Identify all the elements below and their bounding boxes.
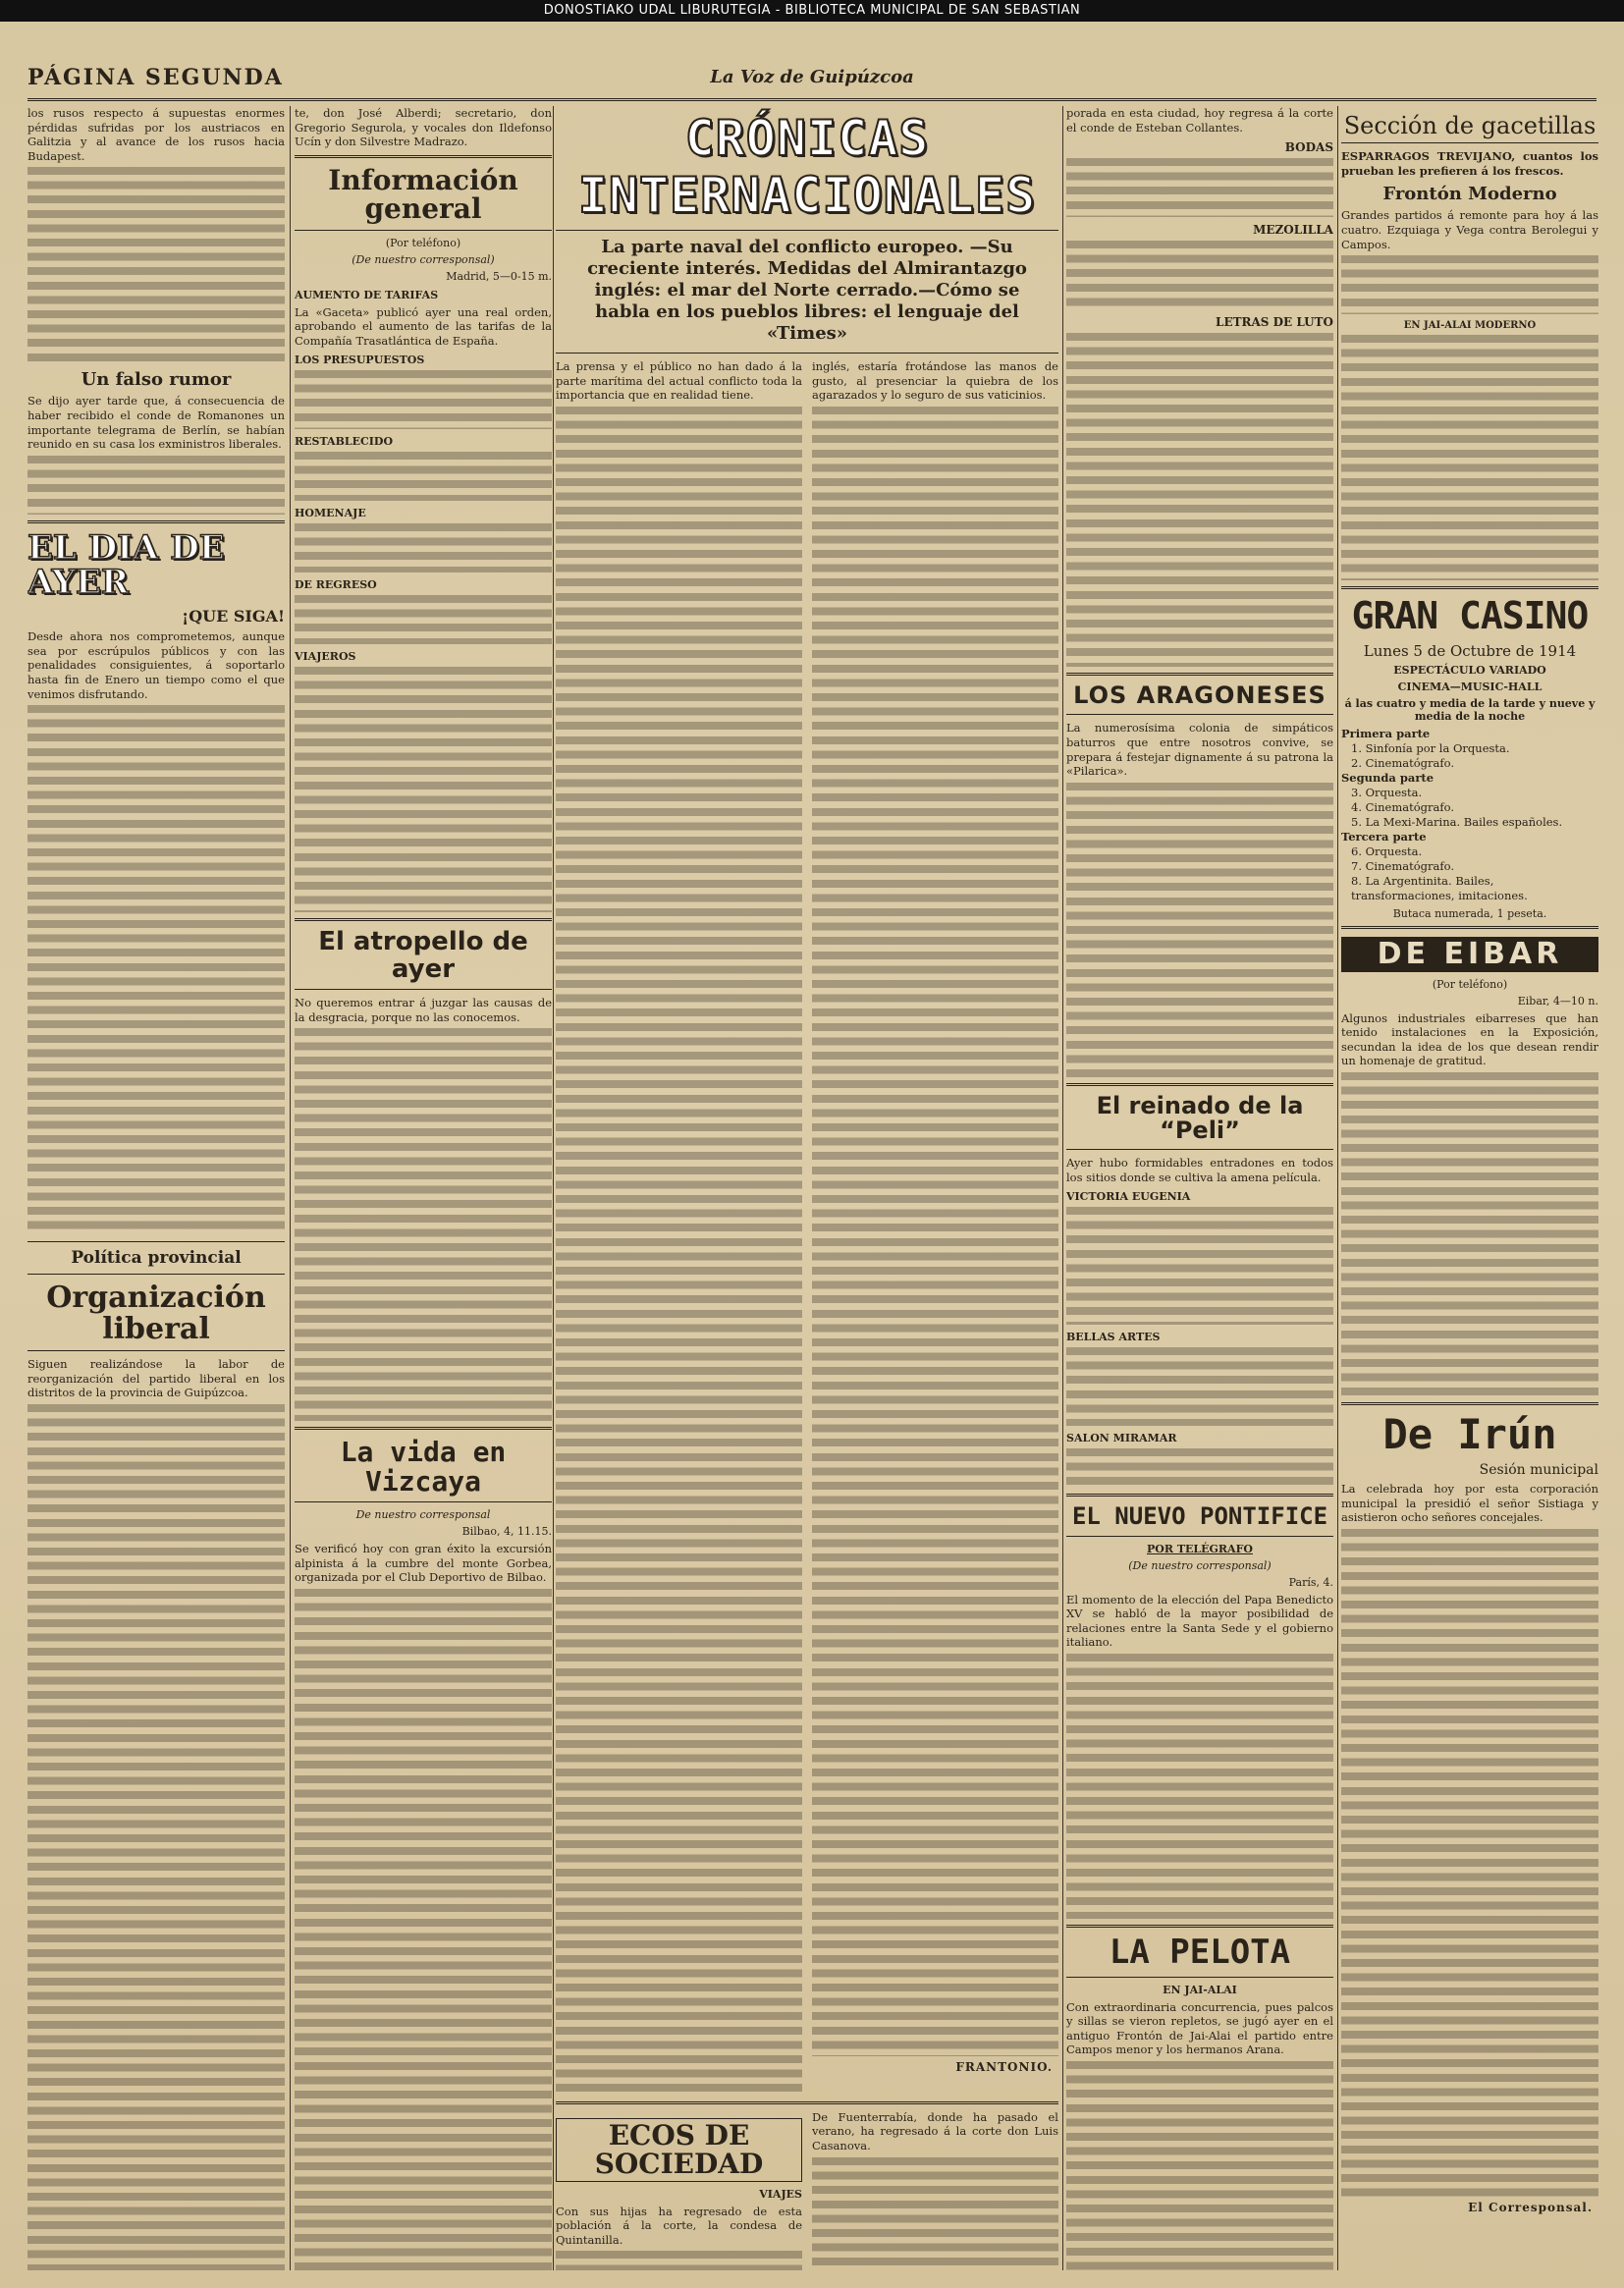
divider [295,1427,552,1430]
dateline: Bilbao, 4, 11.15. [461,1524,552,1538]
divider [1066,714,1333,715]
program-item: 4. Cinematógrafo. [1351,800,1454,815]
article-text: Siguen realizándose la labor de reorganización del partido liberal en los distritos de la provincia de Guipúzcoa. [27,1357,285,1400]
divider [1066,673,1333,676]
program-item: 3. Orquesta. [1351,786,1423,800]
text-lines [1066,783,1333,1077]
text-lines [27,1404,285,2270]
article-text: Desde ahora nos comprometemos, aunque sea por escrúpulos públicos y con las penalidades consiguientes, á soportarlo hasta fin de Enero un tiempo como el que venimos disfrutando. [27,629,285,701]
divider [27,1241,285,1242]
headline-gacetillas: Sección de gacetillas [1341,114,1598,143]
column-rule [1337,106,1338,2270]
signature: El Corresponsal. [1468,2200,1593,2214]
program-item: 5. La Mexi-Marina. Bailes españoles. [1351,815,1563,830]
section-label: SALON MIRAMAR [1066,1432,1177,1445]
divider [1341,586,1598,589]
program-part-title: Segunda parte [1341,771,1435,786]
cronicas-column-left [556,359,802,2096]
divider [1341,926,1598,929]
headline-informacion-general: Información general [328,163,518,226]
article-text: Algunos industriales eibarreses que han tenido instalaciones en la Exposición, secundan la idea de los que desean rendir un homenaje de gratitud. [1341,1010,1598,1068]
column-1 [27,106,285,2270]
byline: POR TELÉGRAFO [1147,1542,1253,1555]
headline-atropello: El atropello de ayer [318,927,528,984]
article-text: La numerosísima colonia de simpáticos baturros que entre nosotros convive, se prepara á festejar dignamente á su patrona la «Pilarica». [1066,721,1333,779]
casino-program [1341,727,1598,920]
headline-vida-en-vizcaya: La vida en Vizcaya [340,1436,507,1498]
article-text: Ayer hubo formidables entradones en todos los sitios donde se cultiva la amena película. [1066,1156,1333,1184]
headline-organizacion-liberal: Organización liberal [46,1280,266,1346]
program-part-title: Tercera parte [1341,830,1427,844]
column-5 [1341,106,1598,2270]
divider [295,989,552,990]
article-text: La prensa y el público no han dado á la parte marítima del actual conflicto toda la importancia que en realidad tiene. [556,359,802,403]
headline-cronicas-internacionales: CRÓNICAS INTERNACIONALES [577,110,1037,224]
byline: (De nuestro corresponsal) [352,252,495,266]
column-rule [1062,106,1063,2270]
casino-price: Butaca numerada, 1 peseta. [1392,907,1547,921]
article-text: El momento de la elección del Papa Benedicto XV se habló de la mayor posibilidad de relaciones entre la Santa Sede y el gobierno italiano. [1066,1592,1333,1650]
program-part-title: Primera parte [1341,727,1431,741]
divider [1066,1083,1333,1086]
article-text: porada en esta ciudad, hoy regresa á la corte el conde de Esteban Collantes. [1066,106,1333,135]
headline-falso-rumor: Un falso rumor [81,369,232,391]
headline-gran-casino: GRAN CASINO [1351,594,1589,638]
headline-nuevo-pontifice: EL NUEVO PONTIFICE [1071,1502,1328,1531]
section-label: AUMENTO DE TARIFAS [295,288,439,301]
text-lines [812,2157,1058,2270]
kicker-jai-alai: EN JAI-ALAI [1163,1983,1237,1996]
casino-time: á las cuatro y media de la tarde y nueve y media de la noche [1344,697,1596,724]
paper-name: La Voz de Guipúzcoa [710,67,914,87]
divider [27,1350,285,1351]
divider [556,230,1058,231]
section-label: LOS PRESUPUESTOS [295,354,425,367]
divider [1066,1536,1333,1537]
text-lines [295,1589,552,2270]
casino-program-title: ESPECTÁCULO VARIADO [1393,664,1546,678]
section-label: HOMENAJE [295,507,366,520]
text-lines [295,595,552,644]
program-item: 2. Cinematógrafo. [1351,756,1454,771]
byline: (De nuestro corresponsal) [1128,1558,1272,1572]
program-item: 1. Sinfonía por la Orquesta. [1351,741,1510,756]
divider [295,918,552,921]
article-text: Se dijo ayer tarde que, á consecuencia de haber recibido el conde de Romanones un importante telegrama de Berlín, se habían reunido en su casa los exministros liberales. [27,394,285,452]
dateline: Madrid, 5—0-15 m. [446,269,552,283]
article-text: Se verificó hoy con gran éxito la excursión alpinista á la cumbre del monte Gorbea, organizada por el Club Deportivo de Bilbao. [295,1541,552,1585]
text-lines [1066,1654,1333,1919]
section-label: BODAS [1284,140,1333,155]
byline: (Por teléfono) [385,236,461,249]
article-text: La «Gaceta» publicó ayer una real orden, aprobando el aumento de las tarifas de la Compañía Trasatlántica de España. [295,304,552,348]
headline-ecos-sociedad: ECOS DE SOCIEDAD [556,2118,802,2182]
divider [295,1501,552,1502]
program-item: 8. La Argentinita. Bailes, transformaciones, imitaciones. [1351,874,1528,903]
library-banner: DONOSTIAKO UDAL LIBURUTEGIA - BIBLIOTECA MUNICIPAL DE SAN SEBASTIAN [0,0,1624,22]
program-item: 7. Cinematógrafo. [1351,859,1454,874]
text-lines [27,456,285,515]
headline-reinado-peli: El reinado de la “Peli” [1096,1091,1304,1144]
section-label: RESTABLECIDO [295,435,394,449]
ecos-column-left [556,2110,802,2270]
text-lines [295,1028,552,1421]
casino-program-subtitle: CINEMA—MUSIC-HALL [1397,681,1543,694]
text-lines [1066,2061,1333,2270]
divider [295,155,552,158]
text-lines [1341,255,1598,314]
text-lines [1341,335,1598,580]
divider [1066,1494,1333,1497]
text-lines [812,407,1058,2056]
column-rule [290,106,291,2270]
text-lines [295,667,552,912]
ecos-column-right [812,2110,1058,2270]
column-4 [1066,106,1333,2270]
article-text: No queremos entrar á juzgar las causas de la desgracia, porque no las conocemos. [295,995,552,1024]
headline-la-pelota: LA PELOTA [1109,1932,1291,1972]
section-label: BELLAS ARTES [1066,1331,1161,1344]
text-lines [1066,333,1333,667]
article-text: los rusos respecto á supuestas enormes pérdidas sufridas por los austriacos en Galitzia y al avance de los rusos hacia Budapest. [27,106,285,163]
text-lines [295,370,552,429]
casino-date: Lunes 5 de Octubre de 1914 [1363,642,1577,661]
headline-aragoneses: LOS ARAGONESES [1073,681,1326,710]
divider [556,353,1058,354]
text-lines [1066,1347,1333,1426]
text-lines [1066,158,1333,217]
headline-de-irun: De Irún [1382,1409,1557,1458]
divider [1066,1149,1333,1150]
headline-dia-de-ayer: EL DIA DE AYER [27,527,225,603]
byline: De nuestro corresponsal [355,1507,491,1521]
cronicas-body [556,359,1058,2096]
article-text: Con sus hijas ha regresado de esta población á la corte, la condesa de Quintanilla. [556,2204,802,2247]
divider [1066,1925,1333,1928]
section-label: LETRAS DE LUTO [1216,315,1333,330]
masthead [27,59,1597,101]
divider [556,2101,1058,2104]
dateline: París, 4. [1288,1575,1333,1589]
column-rule [553,106,554,2270]
subheadline-cronicas: La parte naval del conflicto europeo. —Su creciente interés. Medidas del Almirantazgo inglés: el mar del Norte cerrado.—Cómo se habla en los pueblos libres: el lenguaje del «Times» [587,237,1027,344]
text-lines [295,452,552,501]
article-text: te, don José Alberdi; secretario, don Gregorio Segurola, y vocales don Ildefonso Ucín y don Silvestre Madrazo. [295,106,552,149]
divider [1066,1977,1333,1978]
kicker-viajes: VIAJES [759,2187,802,2201]
article-text: Grandes partidos á remonte para hoy á las cuatro. Ezquiaga y Vega contra Berolegui y Campos. [1341,208,1598,251]
headline-politica-provincial: Política provincial [71,1248,242,1269]
kicker-sesion-municipal: Sesión municipal [1479,1462,1598,1479]
text-lines [1066,1207,1333,1325]
article-text: Con extraordinaria concurrencia, pues palcos y sillas se vieron repletos, se jugó ayer en el antiguo Frontón de Jai-Alai el partido entre Campos menor y los hermanos Arana. [1066,1999,1333,2057]
divider [27,1274,285,1275]
text-lines [1066,241,1333,309]
article-text: inglés, estaría frotándose las manos de gusto, al presenciar la quiebra de los agarazados y lo seguro de sus vaticinios. [812,359,1058,403]
divider [295,230,552,231]
article-text: ESPARRAGOS TREVIJANO, cuantos los prueban les prefieren á los frescos. [1341,149,1598,178]
page-label: PÁGINA SEGUNDA [27,65,284,90]
dateline: Eibar, 4—10 n. [1517,994,1598,1008]
text-lines [1341,1529,1598,2197]
kicker-que-siga: ¡QUE SIGA! [182,607,285,626]
cronicas-column-right [812,359,1058,2096]
ecos-section [556,2110,1058,2270]
column-3 [556,106,1058,2270]
kicker-jai-alai-moderno: EN JAI-ALAI MODERNO [1403,320,1537,332]
text-lines [556,2251,802,2270]
section-label: MEZOLILLA [1253,223,1333,238]
byline: (Por teléfono) [1432,977,1508,991]
signature: FRANTONIO. [955,2059,1053,2074]
program-item: 6. Orquesta. [1351,844,1423,859]
text-lines [1341,1072,1598,1396]
divider [1341,1402,1598,1405]
headline-de-eibar: DE EIBAR [1341,937,1598,972]
headline-fronton-moderno: Frontón Moderno [1382,184,1557,205]
column-2 [295,106,552,2270]
text-lines [556,407,802,2096]
divider [27,520,285,523]
section-label: VICTORIA EUGENIA [1066,1190,1191,1204]
article-text: De Fuenterrabía, donde ha pasado el verano, ha regresado á la corte don Luis Casanova. [812,2109,1058,2152]
text-lines [295,523,552,572]
article-text: La celebrada hoy por esta corporación municipal la presidió el señor Sistiaga y asistieron ocho señores concejales. [1341,1482,1598,1525]
text-lines [27,167,285,363]
section-label: VIAJEROS [295,650,356,664]
section-label: DE REGRESO [295,578,377,592]
text-lines [1066,1448,1333,1488]
text-lines [27,705,285,1235]
